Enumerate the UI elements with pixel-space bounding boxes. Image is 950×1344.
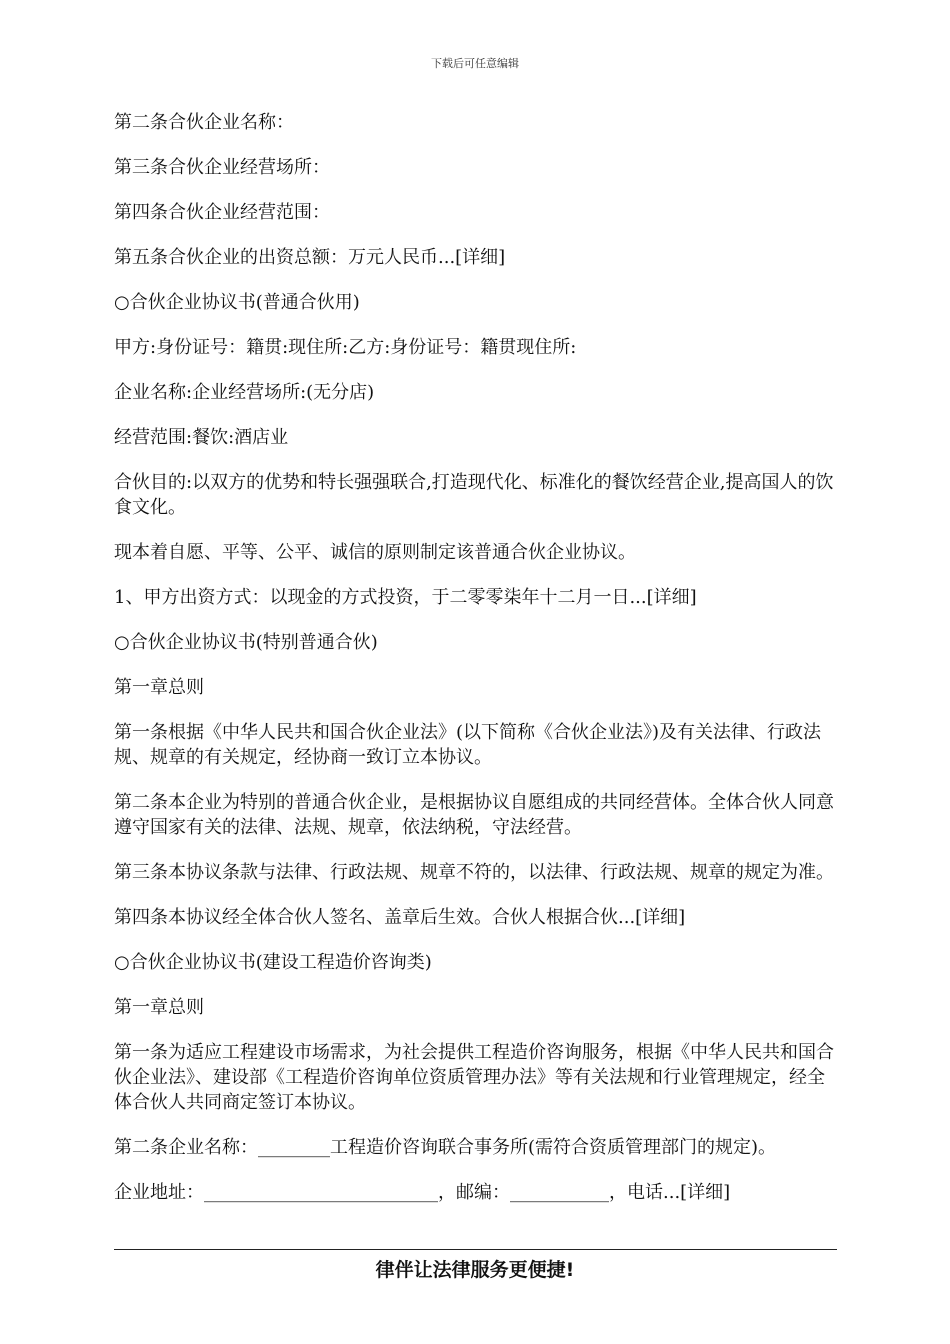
footer-divider xyxy=(114,1249,837,1250)
paragraph-with-detail-link: 1、甲方出资方式：以现金的方式投资，于二零零柒年十二月一日...[详细] xyxy=(114,587,697,608)
paragraph: 企业名称:企业经营场所:(无分店) xyxy=(114,382,375,403)
paragraph: 第一条为适应工程建设市场需求，为社会提供工程造价咨询服务，根据《中华人民共和国合伙企业法》、建设部《工程造价咨询单位资质管理办法》等有关法规和行业管理规定，经全体合伙人共同商定签订本协议。 xyxy=(114,1042,834,1113)
section-heading: ○合伙企业协议书(特别普通合伙) xyxy=(114,632,378,653)
paragraph: 合伙目的:以双方的优势和特长强强联合,打造现代化、标准化的餐饮经营企业,提高国人的饮食文化。 xyxy=(114,472,834,518)
paragraph: 第三条合伙企业经营场所： xyxy=(114,157,330,178)
footer-slogan: 律伴让法律服务更便捷! xyxy=(375,1259,575,1281)
chapter-heading: 第一章总则 xyxy=(114,677,204,698)
paragraph-with-detail-link: 第五条合伙企业的出资总额：万元人民币...[详细] xyxy=(114,247,506,268)
paragraph: 第一条根据《中华人民共和国合伙企业法》(以下简称《合伙企业法》)及有关法律、行政法规、规章的有关规定，经协商一致订立本协议。 xyxy=(114,722,822,768)
header-note: 下载后可任意编辑 xyxy=(431,57,519,70)
paragraph-with-detail-link: 第四条本协议经全体合伙人签名、盖章后生效。合伙人根据合伙...[详细] xyxy=(114,907,686,928)
paragraph: 现本着自愿、平等、公平、诚信的原则制定该普通合伙企业协议。 xyxy=(114,542,636,563)
paragraph: 第二条企业名称：________工程造价咨询联合事务所(需符合资质管理部门的规定)。 xyxy=(114,1137,777,1158)
section-heading: ○合伙企业协议书(建设工程造价咨询类) xyxy=(114,952,432,973)
paragraph: 第二条本企业为特别的普通合伙企业，是根据协议自愿组成的共同经营体。全体合伙人同意遵守国家有关的法律、法规、规章，依法纳税，守法经营。 xyxy=(114,792,834,838)
document-body xyxy=(114,110,840,1225)
paragraph-with-detail-link: 企业地址：__________________________，邮编：___________，电话...[详细] xyxy=(114,1182,731,1203)
chapter-heading: 第一章总则 xyxy=(114,997,204,1018)
paragraph: 第四条合伙企业经营范围： xyxy=(114,202,330,223)
paragraph: 经营范围:餐饮:酒店业 xyxy=(114,427,289,448)
section-heading: ○合伙企业协议书(普通合伙用) xyxy=(114,292,360,313)
paragraph: 第二条合伙企业名称： xyxy=(114,112,294,133)
paragraph: 第三条本协议条款与法律、行政法规、规章不符的，以法律、行政法规、规章的规定为准。 xyxy=(114,862,834,883)
paragraph: 甲方:身份证号：籍贯:现住所:乙方:身份证号：籍贯现住所: xyxy=(114,337,577,358)
